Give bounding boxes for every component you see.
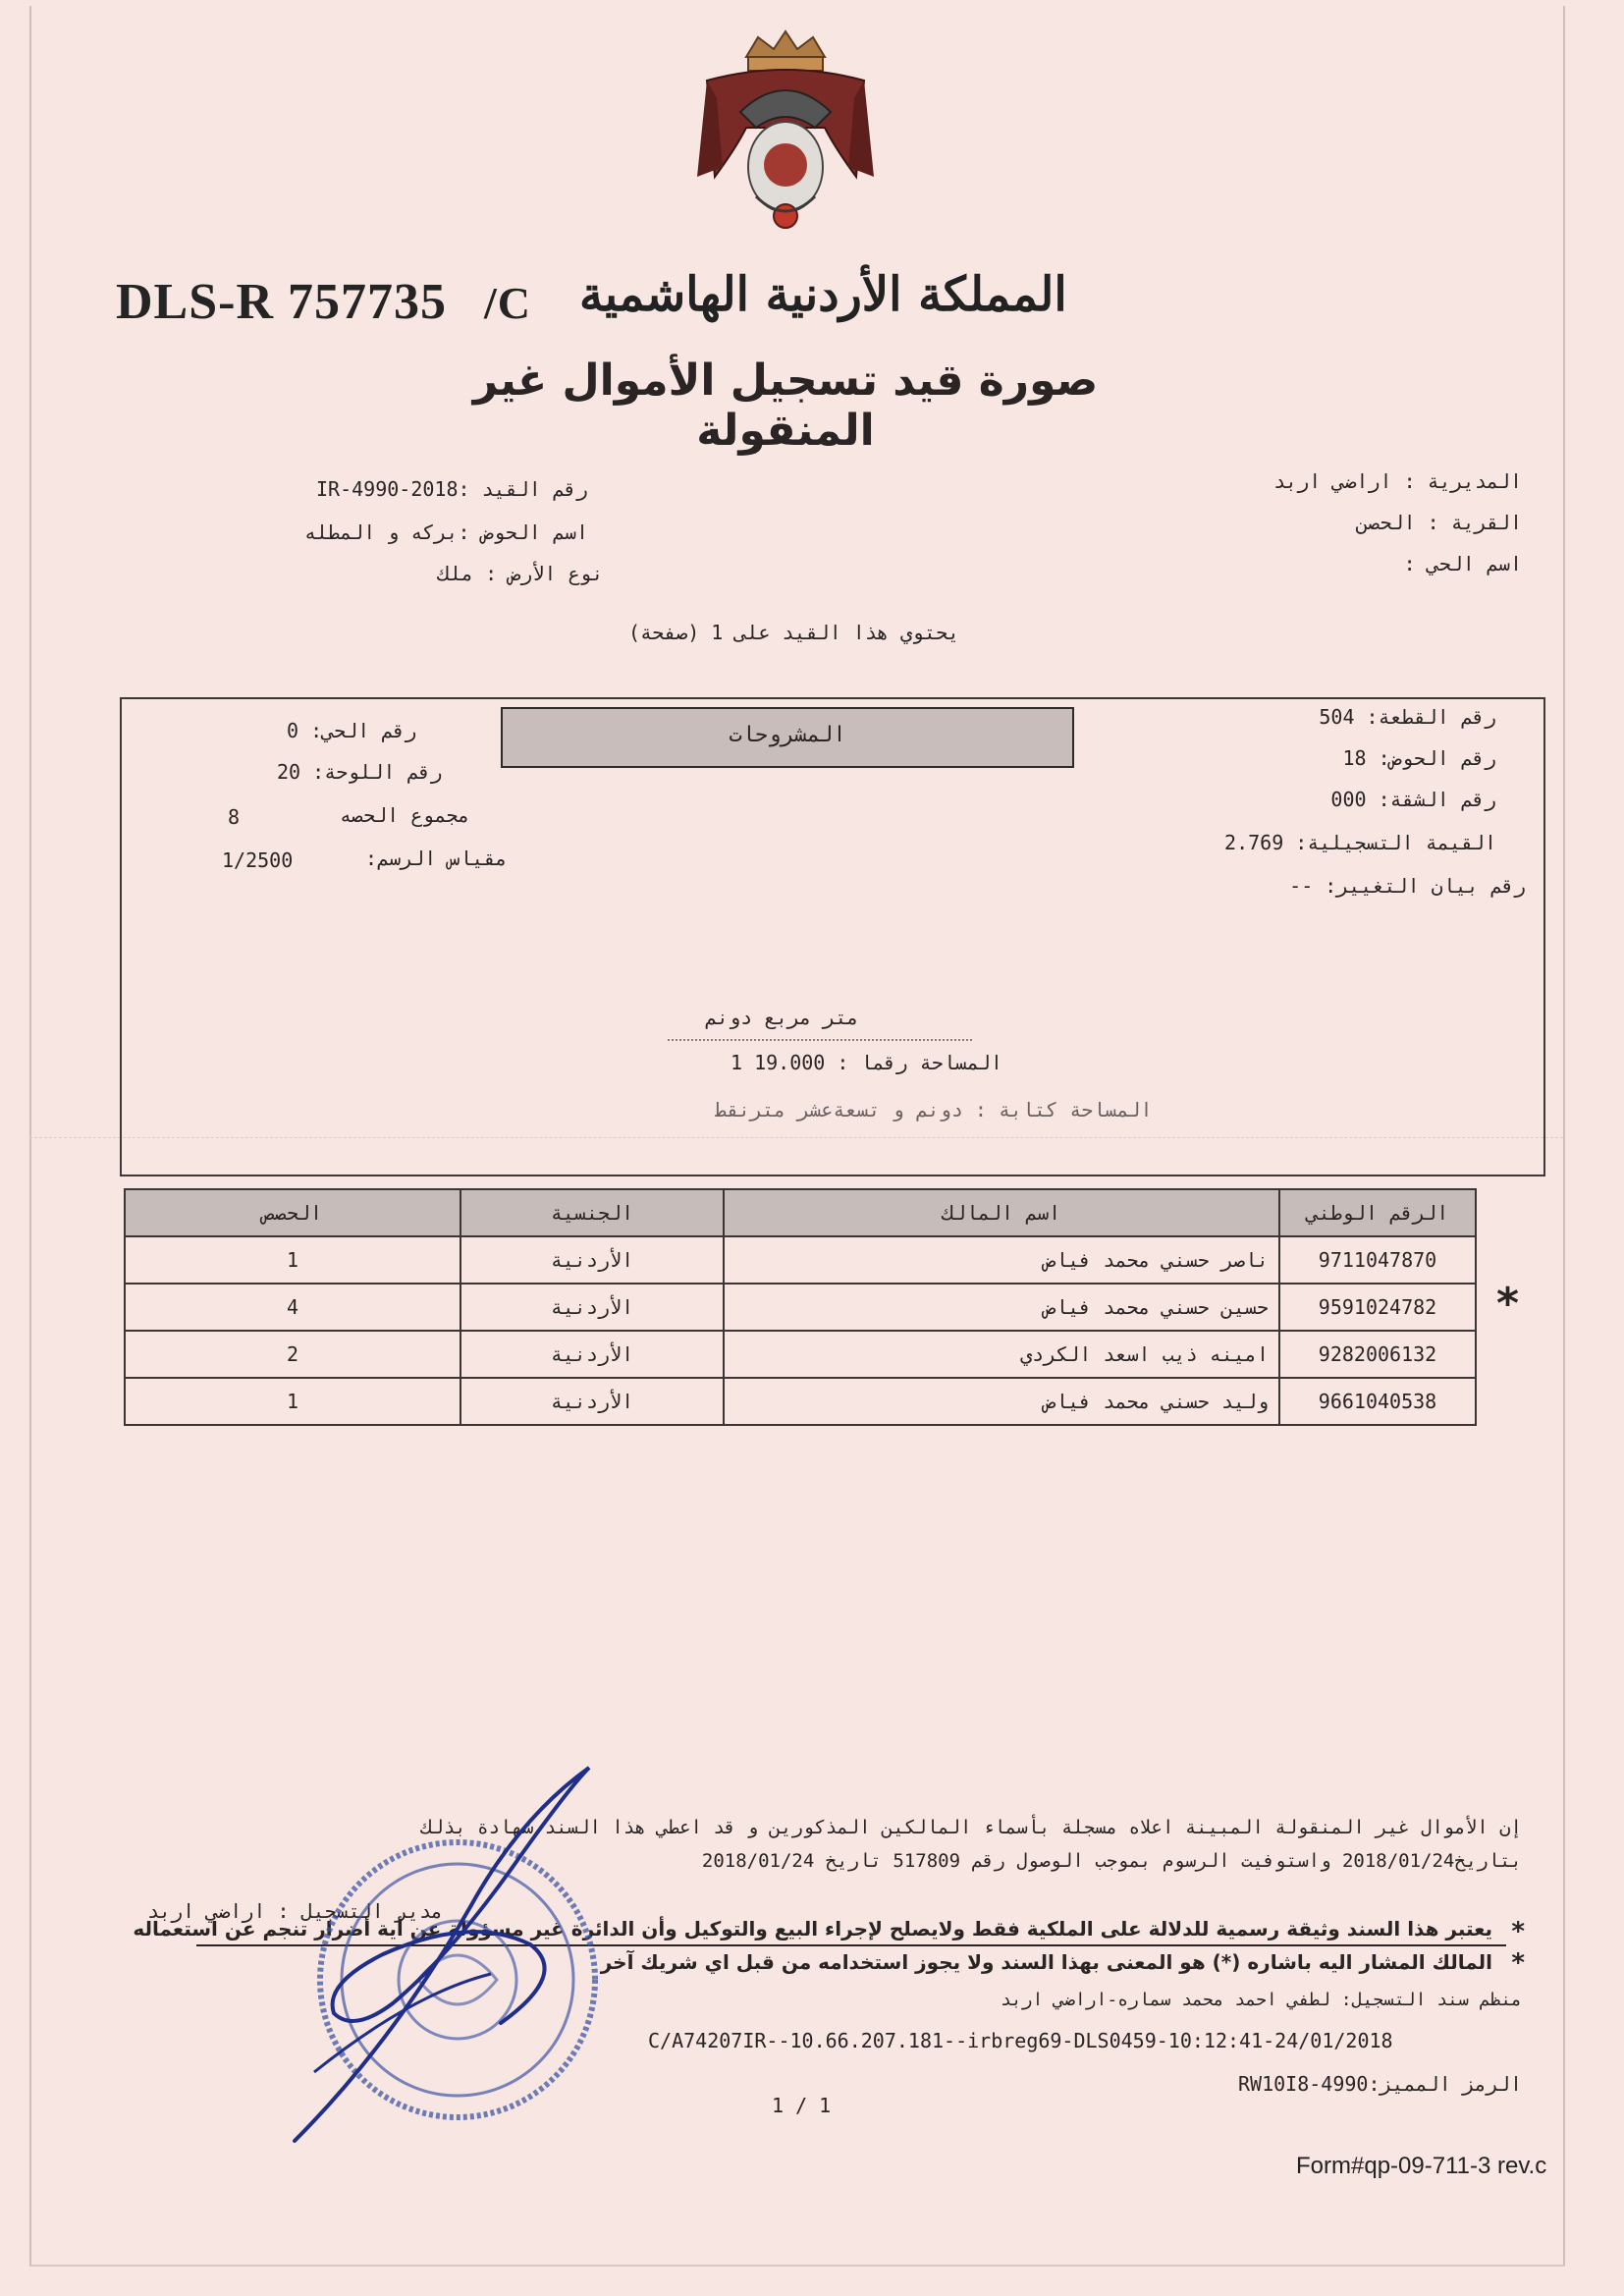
certificate-line-1: إن الأموال غير المنقولة المبينة اعلاه مسجلة بأسماء المالكين المذكورين و قد اعطي هذا السند شهادة بذلك: [420, 1817, 1522, 1838]
trace-code: C/A74207IR--10.66.207.181--irbreg69-DLS0459-10:12:41-24/01/2018: [648, 2029, 1393, 2052]
scale-value: 1/2500: [222, 848, 294, 872]
plot-number: رقم القطعة: 504: [1319, 705, 1496, 729]
area-text: المساحة كتابة : دونم و تسعةعشر مترنقط: [715, 1098, 1153, 1121]
col-national-id: الرقم الوطني: [1279, 1189, 1476, 1236]
registrar: مدير التسجيل : اراضي اربد: [147, 1899, 444, 1923]
notice-1: يعتبر هذا السند وثيقة رسمية للدلالة على الملكية فقط ولايصلح لإجراء البيع والتوكيل وأن الدائرة غير مسؤولة عن أية أضرار تنجم عن استعماله: [133, 1917, 1492, 1941]
page-count-note: يحتوي هذا القيد على 1 (صفحة): [628, 621, 960, 644]
owner-name: ناصر حسني محمد فياض: [724, 1236, 1279, 1284]
national-id: 9591024782: [1279, 1284, 1476, 1331]
table-row: [125, 1236, 1476, 1284]
record-number: رقم القيد :2018-IR-4990: [316, 477, 588, 501]
area-units-underline: [668, 1039, 972, 1041]
land-type: نوع الأرض : ملك: [438, 562, 604, 585]
col-nationality: الجنسية: [460, 1189, 724, 1236]
document-title: صورة قيد تسجيل الأموال غير المنقولة: [472, 355, 1099, 456]
shares: 1: [125, 1236, 460, 1284]
serial-prefix: DLS-R: [116, 274, 275, 330]
form-number: Form#qp-09-711-3 rev.c: [1296, 2153, 1547, 2179]
notice-bullet-1: *: [1510, 1917, 1526, 1946]
village: القرية : الحصن: [1356, 511, 1522, 534]
shares: 4: [125, 1284, 460, 1331]
organizer: منظم سند التسجيل: لطفي احمد محمد سماره-اراضي اربد: [1000, 1990, 1522, 2010]
serial-suffix: /C: [484, 278, 532, 328]
owner-name: حسين حسني محمد فياض: [724, 1284, 1279, 1331]
shares: 1: [125, 1378, 460, 1425]
scale-label: مقياس الرسم:: [365, 847, 508, 870]
certificate-line-2: بتاريخ2018/01/24 واستوفيت الرسوم بموجب الوصول رقم 517809 تاريخ 2018/01/24: [701, 1850, 1522, 1872]
area-numeric: المساحة رقما : 19.000 1: [731, 1051, 1002, 1074]
mashrouhat-header: المشروحات: [501, 707, 1074, 768]
nationality: الأردنية: [460, 1236, 724, 1284]
serial-digits: 757735: [288, 274, 448, 330]
serial-number: [116, 273, 531, 331]
table-row: [125, 1378, 1476, 1425]
nationality: الأردنية: [460, 1284, 724, 1331]
shares-total-value: 8: [228, 805, 241, 829]
basin-number: رقم الحوض: 18: [1342, 746, 1496, 770]
owner-name: امينه ذيب اسعد الكردي: [724, 1331, 1279, 1378]
nationality: الأردنية: [460, 1378, 724, 1425]
distinct-code: الرمز المميز:4990-RW10I8: [1237, 2072, 1522, 2096]
col-shares: الحصص: [125, 1189, 460, 1236]
national-id: 9282006132: [1279, 1331, 1476, 1378]
national-id: 9661040538: [1279, 1378, 1476, 1425]
basin-name: اسم الحوض :بركه و المطله: [304, 520, 588, 544]
change-statement-number: رقم بيان التغيير: --: [1289, 874, 1526, 898]
shares: 2: [125, 1331, 460, 1378]
nationality: الأردنية: [460, 1331, 724, 1378]
notice-2: المالك المشار اليه باشاره (*) هو المعنى بهذا السند ولا يجوز استخدامه من قبل اي شريك آخر: [600, 1950, 1492, 1974]
kingdom-title: المملكة الأردنية الهاشمية: [579, 267, 1067, 322]
table-row: [125, 1331, 1476, 1378]
area-units-header: متر مربع دونم: [705, 1006, 859, 1029]
owner-name: وليد حسني محمد فياض: [724, 1378, 1279, 1425]
directorate: المديرية : اراضي اربد: [1273, 469, 1522, 493]
apartment-number: رقم الشقة: 000: [1330, 788, 1496, 811]
signature-icon: [275, 1748, 628, 2160]
owners-table: [124, 1188, 1477, 1426]
table-row: [125, 1284, 1476, 1331]
notice-bullet-2: *: [1510, 1948, 1526, 1978]
royal-emblem-icon: [687, 29, 884, 236]
district-name: اسم الحي :: [1403, 552, 1522, 575]
owners-header-row: [125, 1189, 1476, 1236]
page-indicator: 1 / 1: [772, 2094, 832, 2117]
board-number: رقم اللوحة: 20: [277, 760, 443, 784]
col-owner-name: اسم المالك: [724, 1189, 1279, 1236]
district-number: رقم الحي: 0: [287, 719, 417, 742]
owner-marker-star: *: [1496, 1279, 1520, 1329]
national-id: 9711047870: [1279, 1236, 1476, 1284]
registered-value: القيمة التسجيلية: 2.769: [1224, 831, 1496, 854]
shares-total-label: مجموع الحصه: [340, 803, 470, 827]
